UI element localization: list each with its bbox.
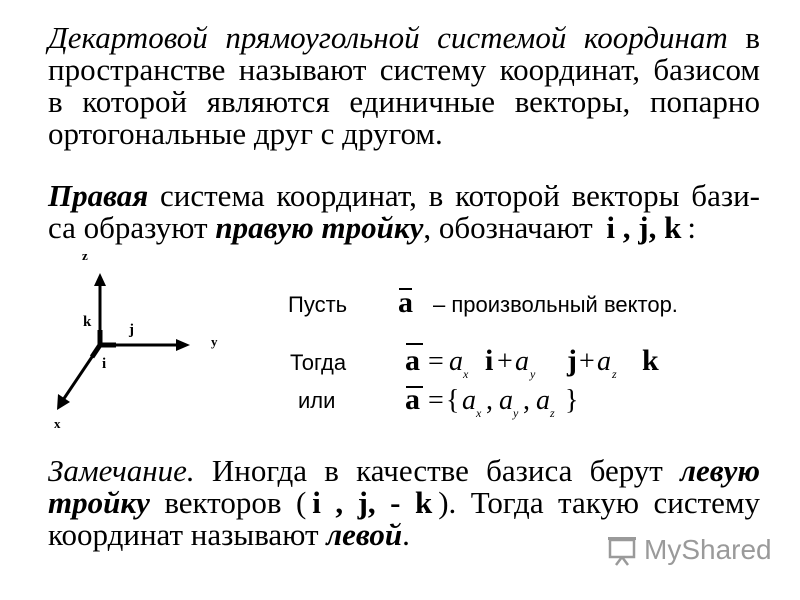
formula2-z-subscript: z	[550, 406, 555, 420]
definition-term: Декартовой прямоугольной системой координат	[48, 20, 728, 55]
y-label: y	[211, 334, 218, 349]
formula2-az: a	[536, 385, 550, 416]
remark-period: .	[402, 517, 410, 552]
left-term: левой	[326, 517, 403, 552]
k-label: k	[83, 314, 92, 330]
formula1-y-subscript: y	[530, 367, 536, 381]
formula1-plus2: +	[579, 346, 595, 377]
formula1-a: a	[405, 344, 420, 377]
right-term: Правая	[48, 178, 149, 213]
watermark-text: MyShared	[644, 534, 772, 565]
formula2-comma2: ,	[523, 385, 530, 416]
formula-components	[405, 383, 578, 420]
vector-bar	[399, 288, 412, 290]
formula1-ay: a	[515, 346, 529, 377]
formula2-comma1: ,	[486, 385, 493, 416]
i-label: i	[102, 356, 107, 372]
formula1-eq: =	[428, 346, 444, 377]
formula2-a: a	[405, 383, 420, 416]
left-basis-vectors: i , j, - k	[312, 485, 433, 520]
x-label: x	[54, 416, 61, 431]
formula1-i: i	[485, 344, 494, 377]
formula1-ax: a	[449, 346, 463, 377]
formula1-x-subscript: x	[463, 367, 469, 381]
formula1-k: k	[642, 344, 659, 377]
definition-paragraph	[48, 22, 760, 150]
let-prefix: Пусть	[288, 292, 348, 317]
left-paren: (	[295, 485, 307, 520]
vector-formulas	[395, 335, 675, 425]
right-text-2: , обозначают	[423, 210, 593, 245]
right-triple-term: правую тройку	[215, 210, 424, 245]
let-statement	[288, 286, 678, 319]
left-triple-term: левую тройку	[48, 453, 760, 520]
basis-vectors: i , j, k	[606, 210, 682, 245]
x-arrowhead	[57, 394, 70, 410]
formula2-x-subscript: x	[476, 406, 482, 420]
remark-text-3: Тогда такую систему координат называют	[48, 485, 761, 552]
formula1-z-subscript: z	[612, 367, 617, 381]
right-system-paragraph	[48, 180, 760, 244]
z-arrowhead	[94, 273, 106, 286]
formula1-plus1: +	[497, 346, 513, 377]
projector-screen-icon	[604, 534, 640, 566]
vector-a	[398, 286, 413, 320]
colon: :	[687, 210, 696, 245]
coordinate-axes-diagram	[30, 240, 230, 440]
z-label: z	[82, 248, 88, 263]
watermark	[604, 534, 772, 566]
i-vector	[92, 345, 100, 357]
or-label: или	[298, 388, 336, 413]
y-arrowhead	[176, 339, 190, 351]
formula2-ay: a	[499, 385, 513, 416]
j-label: j	[129, 322, 134, 338]
right-text-1: система координат, в которой векторы бази-са образуют	[48, 178, 760, 245]
right-paren: ).	[438, 485, 457, 520]
formula2-ax: a	[462, 385, 476, 416]
formula2-lbrace: {	[446, 385, 460, 416]
formula2-y-subscript: y	[513, 406, 519, 420]
formula1-az: a	[597, 346, 611, 377]
then-label: Тогда	[290, 350, 347, 375]
formula2-rbrace: }	[565, 385, 579, 416]
formula2-eq: =	[428, 385, 444, 416]
remark-text-2: векторов	[164, 485, 282, 520]
definition-text: в пространстве называют систему координат, базисом в которой являются единичные векторы, попарно ортогональные друг с другом.	[48, 20, 761, 151]
formula-expansion	[405, 344, 659, 381]
remark-text-1: Иногда в качестве базиса берут	[211, 453, 663, 488]
remark-label: Замечание.	[48, 453, 195, 488]
formula1-j: j	[567, 344, 577, 377]
let-suffix: – произвольный вектор.	[433, 292, 678, 317]
vector-a-letter: a	[398, 286, 413, 319]
